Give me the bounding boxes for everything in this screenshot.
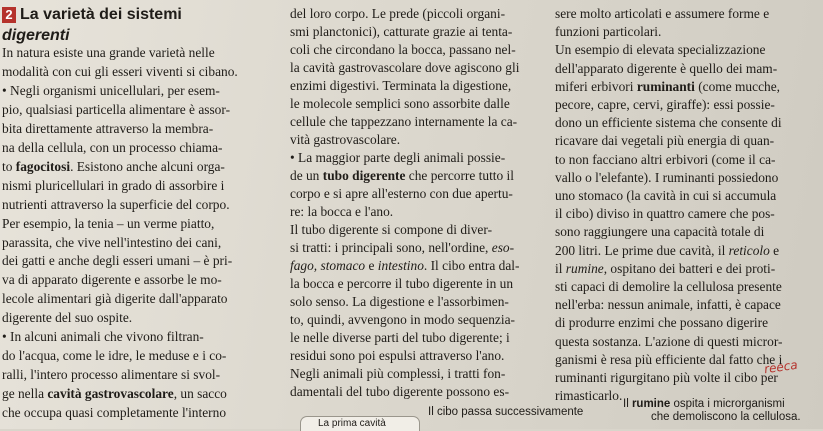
- text-line: Un esempio di elevata specializzazione: [555, 42, 766, 58]
- text-line: modalità con cui gli esseri viventi si cibano.: [2, 63, 238, 79]
- text-line: dei gatti e anche degli esseri umani – è pri-: [2, 253, 233, 269]
- text-line: si tratti: i principali sono, nell'ordine, eso-: [290, 240, 515, 255]
- text-line: cellule che tappezzano internamente la ca-: [290, 114, 518, 129]
- text-line: to, quindi, avvengono in modo sequenzia-: [290, 312, 515, 327]
- text-line: fago, stomaco e intestino. Il cibo entra dal-: [290, 258, 520, 273]
- text-line: del loro corpo. Le prede (piccoli organi-: [290, 6, 506, 21]
- text-line: il rumine, ospitano dei batteri e dei proti-: [555, 260, 776, 276]
- text-line: che occupa quasi completamente l'interno: [2, 405, 227, 421]
- text-line: dell'apparato digerente è quello dei mam-: [555, 60, 778, 76]
- text-line: dono un efficiente sistema che consente di: [555, 115, 782, 131]
- text-line: la cavità gastrovascolare dove agiscono gli: [290, 60, 520, 75]
- figure-caption-rumine-2: che demoliscono la cellulosa.: [651, 411, 801, 423]
- figure-caption-prima-cavita: La prima cavità: [318, 418, 386, 429]
- text-line: do l'acqua, come le idre, le meduse e i co-: [2, 348, 227, 364]
- text-line: uno stomaco (la cavità in cui si accumula: [555, 188, 777, 203]
- text-line: • In alcuni animali che vivono filtran-: [2, 329, 204, 345]
- text-line: solo senso. La digestione e l'assorbimen-: [290, 294, 509, 309]
- text-line: • La maggior parte degli animali possie-: [290, 150, 506, 165]
- text-line: nismi pluricellulari in grado di assorbire i: [2, 177, 225, 193]
- text-line: pio, qualsiasi particella alimentare è assor-: [2, 101, 231, 117]
- text-line: questa sostanza. L'azione di questi micror-: [555, 333, 783, 349]
- figure-caption-cibo: Il cibo passa successivamente: [428, 406, 584, 418]
- text-line: le molecole semplici sono assorbite dalle: [290, 96, 510, 111]
- text-line: to fagocitosi. Esistono anche alcuni orga-: [2, 158, 225, 174]
- text-line: coli che circondano la bocca, passano nel-: [290, 42, 516, 57]
- text-line: corpo e si apre all'esterno con due apertu-: [290, 186, 513, 201]
- text-line: ruminanti rigurgitano più volte il cibo per: [555, 370, 778, 385]
- text-line: sti capaci di demolire la cellulosa presente: [555, 279, 782, 294]
- text-line: ganismi è resa più efficiente dal fatto che i: [555, 351, 783, 367]
- text-line: va di apparato digerente e assorbe le mo-: [2, 272, 222, 288]
- text-line: 200 litri. Le prime due cavità, il reticolo e: [555, 242, 780, 258]
- text-line: funzioni particolari.: [555, 24, 662, 40]
- text-line: miferi erbivori ruminanti (come mucche,: [555, 78, 780, 94]
- section-heading: [2, 6, 182, 24]
- text-line: na della cellula, con un processo chiama-: [2, 139, 223, 155]
- text-line: bita direttamente attraverso la membra-: [2, 120, 214, 136]
- section-subtitle: digerenti: [2, 27, 70, 44]
- section-title: La varietà dei sistemi: [20, 6, 182, 24]
- text-line: smi planctonici), catturate grazie ai tenta-: [290, 24, 513, 39]
- section-number-badge: 2: [2, 7, 16, 23]
- text-line: Per esempio, la tenia – un verme piatto,: [2, 215, 215, 231]
- handwritten-note: reeca: [763, 357, 799, 377]
- text-line: il cibo) diviso in quattro camere che pos-: [555, 206, 775, 222]
- text-line: Negli animali più complessi, i tratti fon-: [290, 366, 506, 381]
- text-line: nutrienti attraverso la superficie del corpo.: [2, 196, 230, 212]
- text-line: residui sono poi espulsi attraverso l'ano.: [290, 348, 505, 363]
- text-line: In natura esiste una grande varietà nelle: [2, 45, 215, 60]
- text-line: de un tubo digerente che percorre tutto il: [290, 168, 515, 183]
- text-line: to non facciano altri erbivori (come il ca-: [555, 151, 776, 167]
- text-line: re: la bocca e l'ano.: [290, 204, 394, 219]
- text-line: ralli, l'intero processo alimentare si svol-: [2, 367, 221, 383]
- text-line: vità gastrovascolare.: [290, 132, 401, 147]
- text-line: • Negli organismi unicellulari, per esem-: [2, 82, 220, 98]
- text-line: lecole alimentari già digerite dall'apparato: [2, 291, 228, 307]
- text-line: enzimi digestivi. Terminata la digestione,: [290, 78, 512, 93]
- text-line: ge nella cavità gastrovascolare, un sacco: [2, 386, 227, 402]
- text-line: rimasticarlo.: [555, 388, 623, 404]
- text-line: damentali del tubo digerente possono es-: [290, 384, 510, 399]
- text-line: le nelle diverse parti del tubo digerente; i: [290, 330, 510, 345]
- text-line: nell'erba: nessun animale, infatti, è capace: [555, 297, 781, 313]
- text-line: digerente del suo ospite.: [2, 310, 133, 326]
- text-line: vallo o l'elefante). I ruminanti possiedono: [555, 169, 779, 185]
- text-line: di produrre enzimi che possano digerire: [555, 315, 769, 331]
- text-line: ricavare dai vegetali più energia di quan-: [555, 133, 775, 149]
- text-line: Il tubo digerente si compone di diver-: [290, 222, 493, 237]
- text-line: parassita, che vive nell'intestino dei cani,: [2, 234, 222, 250]
- text-line: sere molto articolati e assumere forme e: [555, 6, 770, 21]
- text-line: pecore, capre, cervi, giraffe): essi possie-: [555, 97, 775, 112]
- figure-caption-rumine-1: Il rumine ospita i microrganismi: [623, 398, 785, 410]
- text-line: sono raggiungere una capacità totale di: [555, 224, 765, 240]
- text-line: la bocca e percorre il tubo digerente in un: [290, 276, 514, 291]
